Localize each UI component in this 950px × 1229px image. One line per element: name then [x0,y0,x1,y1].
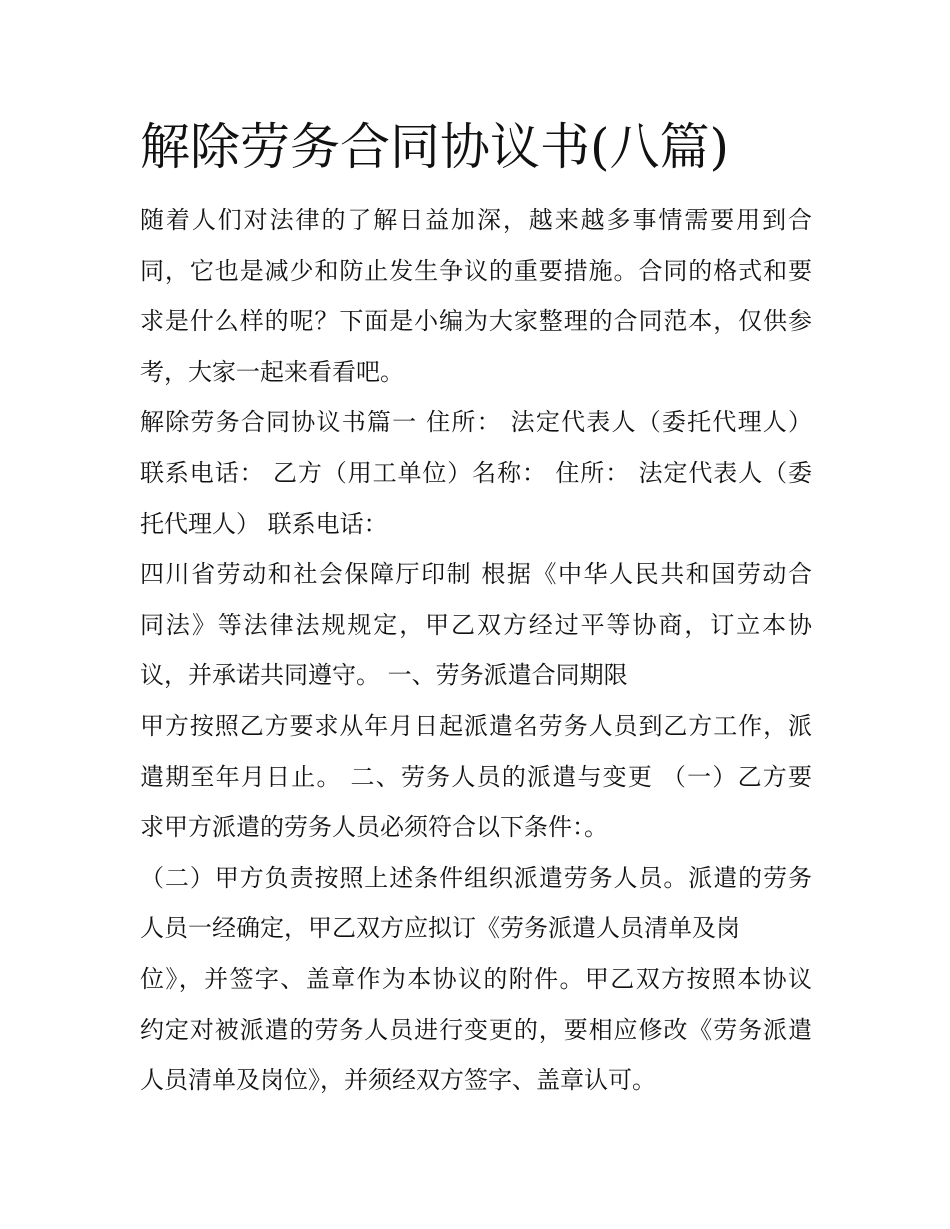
text-line: 求甲方派遣的劳务人员必须符合以下条件：。 [140,813,608,842]
text-line: 遣期至年月日止。 二、劳务人员的派遣与变更 （一）乙方要 [140,762,812,791]
text-line: 位》，并签字、盖章作为本协议的附件。甲乙双方按照本协议 [140,964,812,993]
text-line: 考，大家一起来看看吧。 [140,357,404,386]
paragraph-intro [140,195,812,397]
text-line: 解除劳务合同协议书篇一 住所： 法定代表人（委托代理人） [140,408,812,437]
document-body [140,195,812,1106]
text-line: 托代理人） 联系电话： [140,509,388,538]
document-title: 解除劳务合同协议书(八篇) [140,118,730,176]
text-line: 议，并承诺共同遵守。 一、劳务派遣合同期限 [140,661,628,690]
paragraph-parties [140,397,812,549]
text-line: 人员清单及岗位》，并须经双方签字、盖章认可。 [140,1066,656,1095]
paragraph-dispatch [140,853,812,1106]
paragraph-term [140,701,812,853]
text-line: 四川省劳动和社会保障厅印制 根据《中华人民共和国劳动合 [140,560,812,589]
text-line: 随着人们对法律的了解日益加深，越来越多事情需要用到合 [140,206,812,234]
paragraph-basis [140,549,812,701]
text-line: 联系电话： 乙方（用工单位）名称： 住所： 法定代表人（委 [140,458,812,487]
text-line: 求是什么样的呢？下面是小编为大家整理的合同范本，仅供参 [140,307,812,336]
text-line: 甲方按照乙方要求从年月日起派遣名劳务人员到乙方工作，派 [140,711,812,740]
text-line: （二）甲方负责按照上述条件组织派遣劳务人员。派遣的劳务 [140,863,812,892]
text-line: 同法》等法律法规规定，甲乙双方经过平等协商，订立本协 [140,610,812,639]
text-line: 人员一经确定，甲乙双方应拟订《劳务派遣人员清单及岗 [140,914,740,943]
text-line: 同，它也是减少和防止发生争议的重要措施。合同的格式和要 [140,256,812,285]
text-line: 约定对被派遣的劳务人员进行变更的，要相应修改《劳务派遣 [140,1015,812,1044]
